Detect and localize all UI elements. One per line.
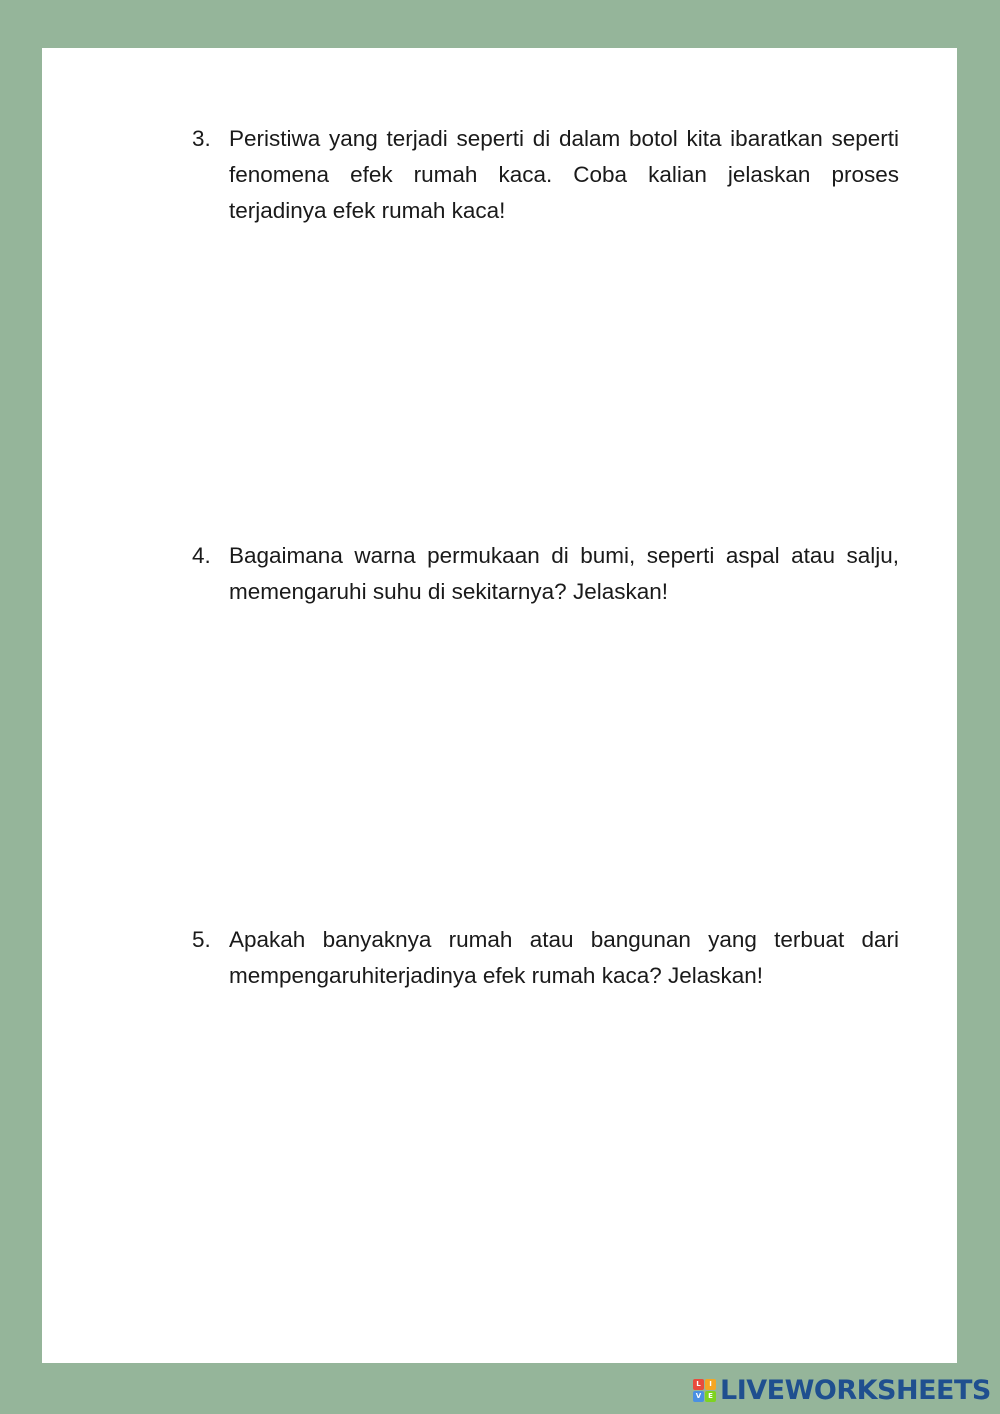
brand-name: LIVEWORKSHEETS	[720, 1374, 991, 1406]
worksheet-page	[42, 48, 957, 1363]
question-3	[192, 121, 899, 229]
question-number: 5.	[192, 927, 211, 952]
logo-mark-letter: L	[693, 1379, 704, 1390]
liveworksheets-logo-icon	[693, 1379, 716, 1402]
question-5	[192, 922, 899, 994]
liveworksheets-logo[interactable]	[693, 1373, 991, 1407]
question-4	[192, 538, 899, 610]
question-number: 4.	[192, 543, 211, 568]
question-text: Bagaimana warna permukaan di bumi, seperti aspal atau salju, memengaruhi suhu di sekitarnya? Jelaskan!	[229, 543, 899, 604]
question-text: Peristiwa yang terjadi seperti di dalam botol kita ibaratkan seperti fenomena efek rumah kaca. Coba kalian jelaskan proses terjadinya efek rumah kaca!	[229, 126, 899, 223]
question-text: Apakah banyaknya rumah atau bangunan yang terbuat dari mempengaruhiterjadinya efek rumah kaca? Jelaskan!	[229, 927, 899, 988]
logo-mark-letter: I	[705, 1379, 716, 1390]
question-number: 3.	[192, 126, 211, 151]
logo-mark-letter: V	[693, 1391, 704, 1402]
logo-mark-letter: E	[705, 1391, 716, 1402]
